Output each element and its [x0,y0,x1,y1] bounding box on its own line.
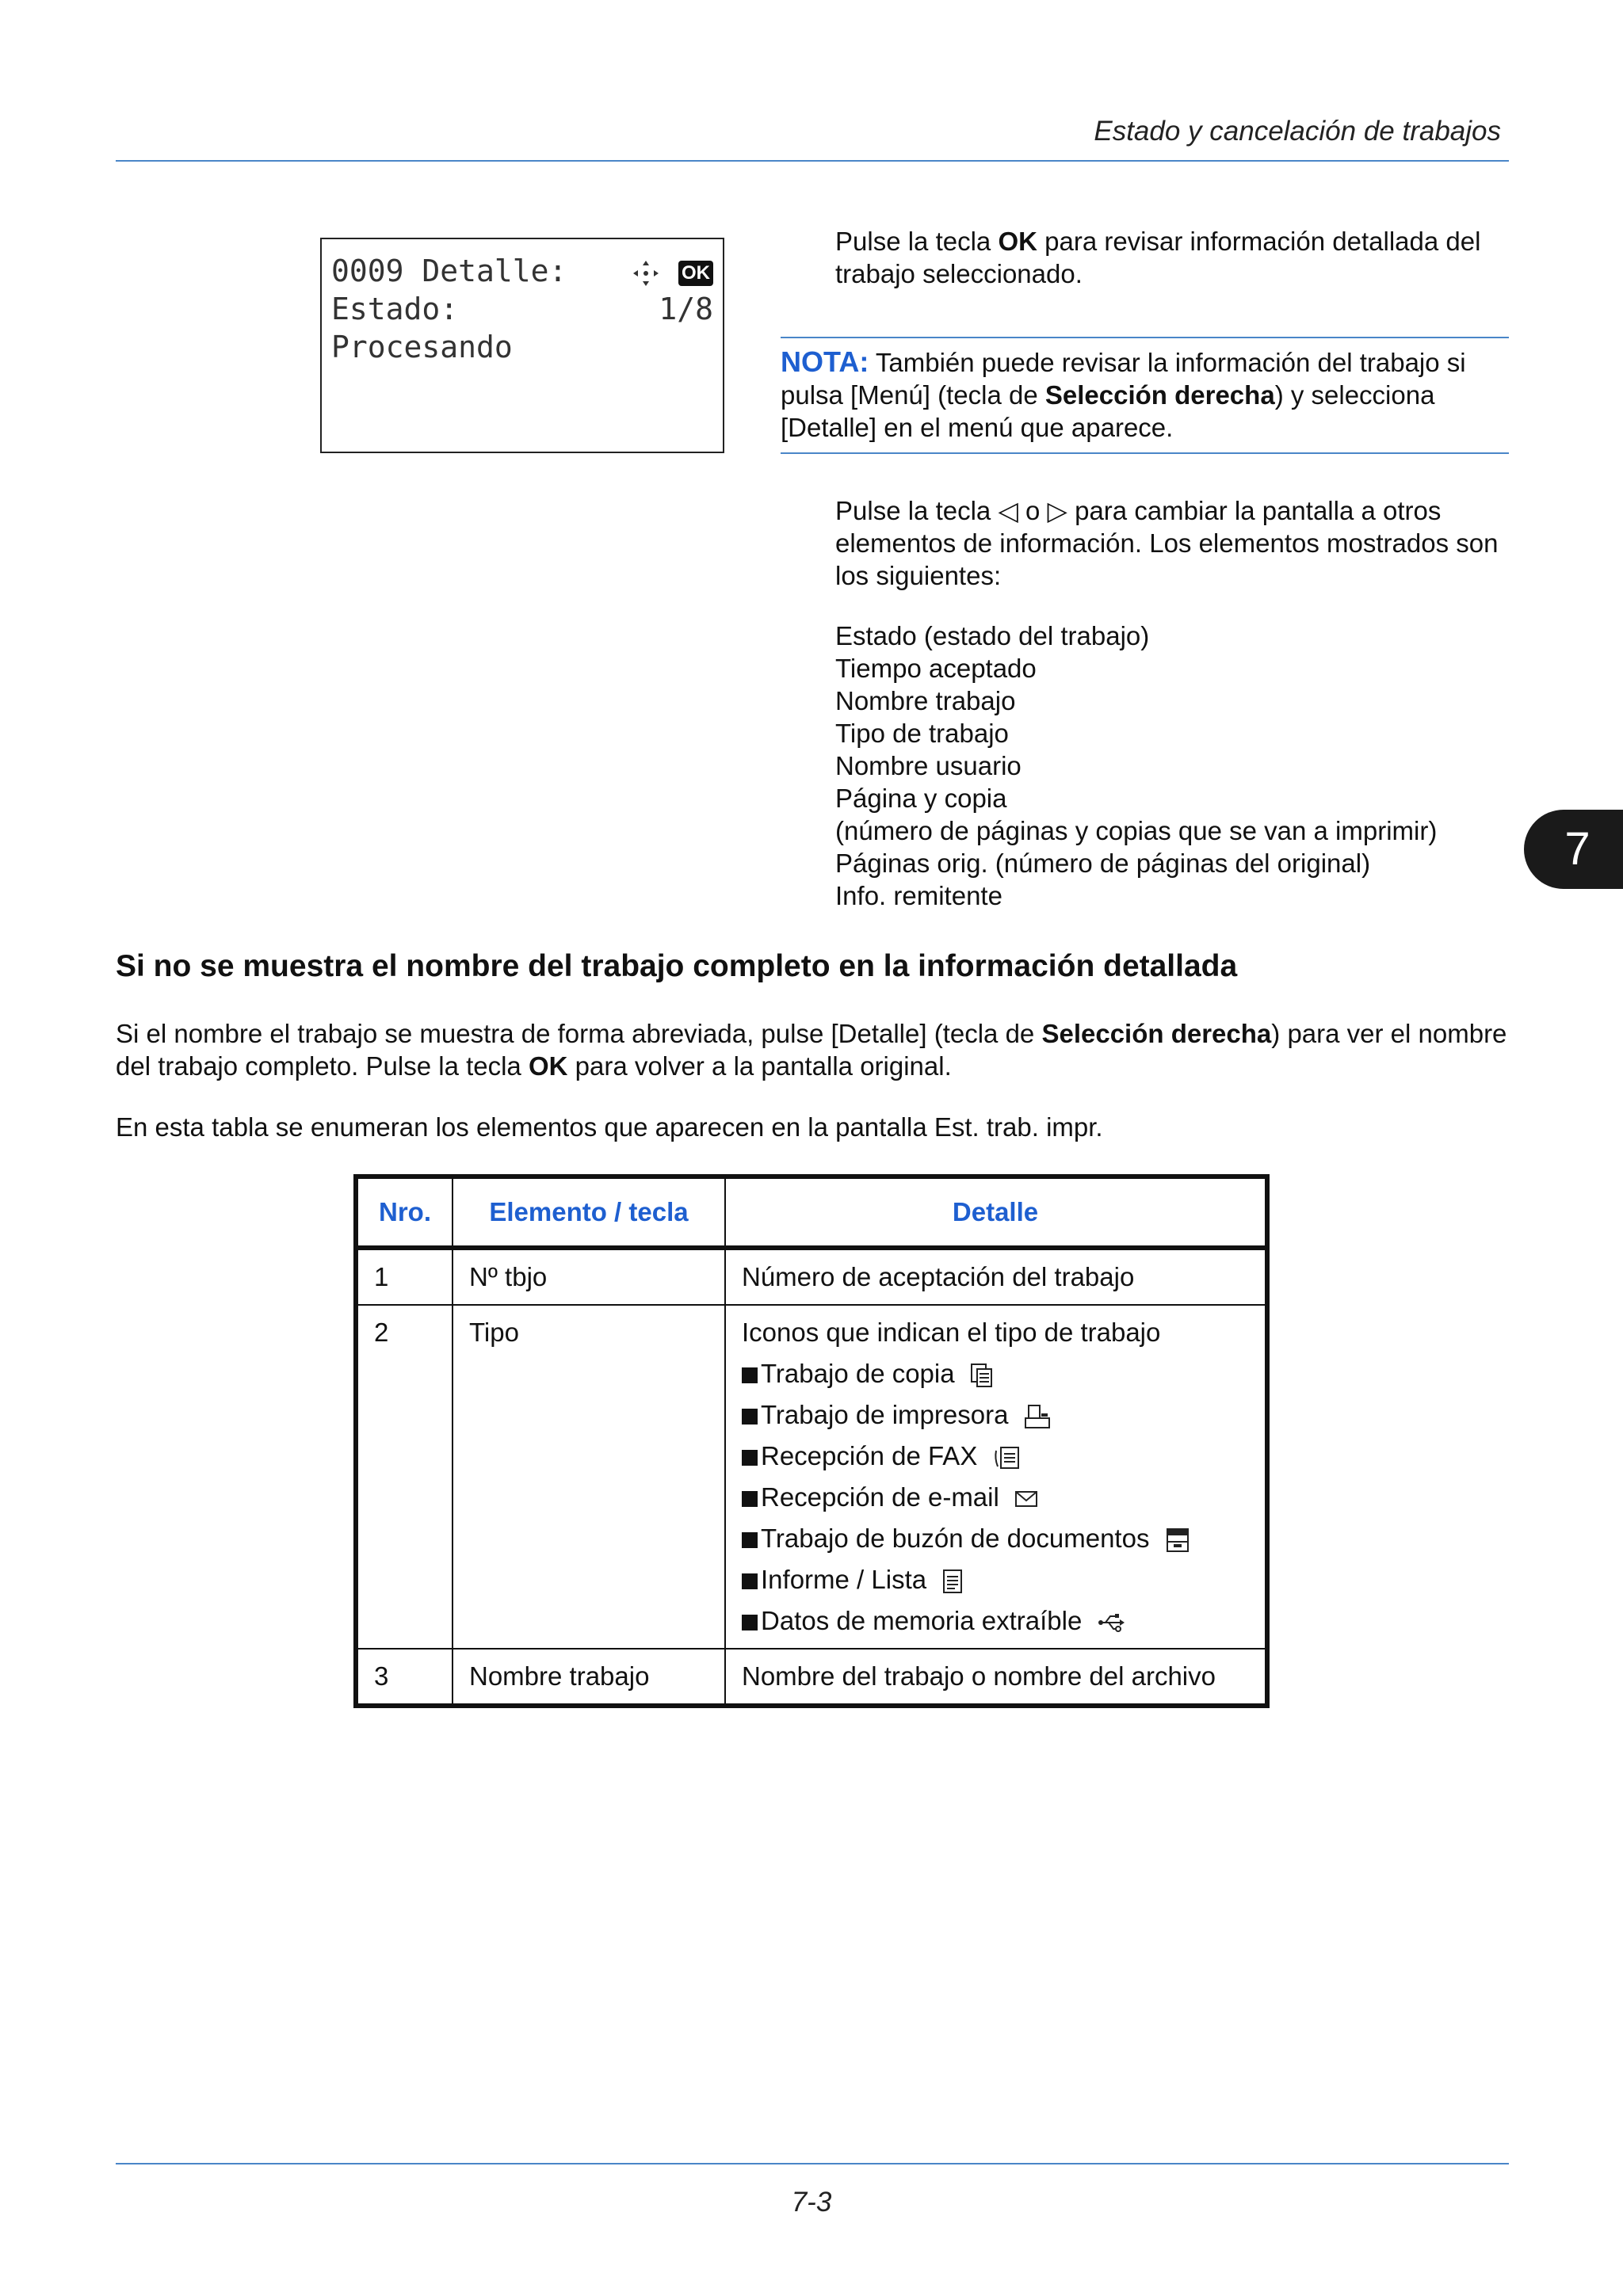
col-header-detalle: Detalle [725,1177,1267,1248]
fax-icon [993,1444,1022,1471]
step2-post: para cambiar la pantalla a otros elementos de información. Los elementos mostrados son los siguientes: [835,496,1499,590]
cell-nro: 2 [356,1305,453,1649]
info-item: Info. remitente [835,881,1002,910]
running-header: Estado y cancelación de trabajos [1094,116,1501,147]
chapter-tab: 7 [1524,810,1623,889]
info-item: Nombre usuario [835,751,1022,780]
bullet-report-list: Informe / Lista [742,1559,1249,1600]
note-text-2: ) y selecciona [Detalle] en el menú que aparece. [781,380,1435,442]
section-paragraph-1 [116,1017,1509,1082]
info-item: Tipo de trabajo [835,719,1009,748]
para1-ok-key: OK [528,1051,568,1081]
right-arrow-icon: ▷ [1047,496,1067,525]
note-text-1: También puede revisar la información del trabajo si pulsa [Menú] (tecla de [781,348,1466,410]
note-bold-key: Selección derecha [1044,380,1275,410]
info-item: Estado (estado del trabajo) [835,621,1150,650]
bullet-document-box-job: Trabajo de buzón de documentos [742,1518,1249,1559]
page-number: 7-3 [791,2187,832,2218]
lcd-line-3: Procesando [331,330,513,364]
header-rule [116,160,1509,162]
copy-icon [970,1363,994,1388]
para1-mid: ) para ver el nombre del trabajo completo. Pulse la tecla [116,1019,1507,1081]
four-way-arrow-icon [632,259,660,288]
info-item: Páginas orig. (número de páginas del original) [835,849,1371,878]
cell-elemento: Nº tbjo [453,1248,725,1305]
cell-detalle: Nombre del trabajo o nombre del archivo [725,1649,1267,1706]
info-item: Nombre trabajo [835,686,1016,715]
info-item: Página y copia [835,784,1007,813]
bullet-removable-memory: Datos de memoria extraíble [742,1600,1249,1642]
left-arrow-icon: ◁ [998,496,1018,525]
para1-pre: Si el nombre el trabajo se muestra de forma abreviada, pulse [Detalle] (tecla de [116,1019,1042,1048]
table-row [356,1248,1267,1305]
cell-detalle: Número de aceptación del trabajo [725,1248,1267,1305]
cell-elemento: Tipo [453,1305,725,1649]
bullet-email-reception: Recepción de e-mail [742,1477,1249,1518]
email-icon [1014,1489,1038,1508]
document-box-icon [1165,1527,1190,1553]
step1-ok-key: OK [998,227,1037,256]
bullet-printer-job: Trabajo de impresora [742,1394,1249,1436]
table-header-row [356,1177,1267,1248]
bullet-fax-reception: Recepción de FAX [742,1436,1249,1477]
note-box [781,345,1509,444]
info-item: (número de páginas y copias que se van a imprimir) [835,816,1438,845]
lcd-display [320,238,724,453]
report-icon [941,1569,964,1594]
step-ok-text [835,225,1509,290]
step1-post: para revisar información detallada del trabajo seleccionado. [835,227,1481,288]
para1-post: para volver a la pantalla original. [567,1051,952,1081]
lcd-line-1: 0009 Detalle: [331,254,567,288]
note-top-rule [781,337,1509,338]
col-header-elemento: Elemento / tecla [453,1177,725,1248]
note-bottom-rule [781,452,1509,454]
cell-elemento: Nombre trabajo [453,1649,725,1706]
ok-key-icon: OK [678,261,713,286]
lcd-page-indicator: 1/8 [659,292,713,326]
section-paragraph-2: En esta tabla se enumeran los elementos que aparecen en la pantalla Est. trab. impr. [116,1112,1103,1142]
note-label: NOTA: [781,345,869,378]
info-item: Tiempo aceptado [835,654,1037,683]
footer-rule [116,2163,1509,2164]
lcd-line-2: Estado: [331,292,459,326]
step2-mid: o [1018,496,1048,525]
step2-pre: Pulse la tecla [835,496,999,525]
items-table [353,1174,1270,1708]
cell-detalle-intro: Iconos que indican el tipo de trabajo [742,1318,1161,1347]
col-header-nro: Nro. [356,1177,453,1248]
lcd-nav-indicator [632,252,713,290]
bullet-copy-job: Trabajo de copia [742,1353,1249,1394]
cell-detalle [725,1305,1267,1649]
step-arrow-text [835,494,1509,592]
usb-icon [1098,1611,1126,1634]
info-items-list [835,620,1509,912]
table-row [356,1305,1267,1649]
printer-icon [1024,1404,1051,1429]
step1-pre: Pulse la tecla [835,227,999,256]
para1-bold: Selección derecha [1041,1019,1272,1048]
section-heading: Si no se muestra el nombre del trabajo completo en la información detallada [116,949,1238,983]
cell-nro: 3 [356,1649,453,1706]
table-row [356,1649,1267,1706]
cell-nro: 1 [356,1248,453,1305]
